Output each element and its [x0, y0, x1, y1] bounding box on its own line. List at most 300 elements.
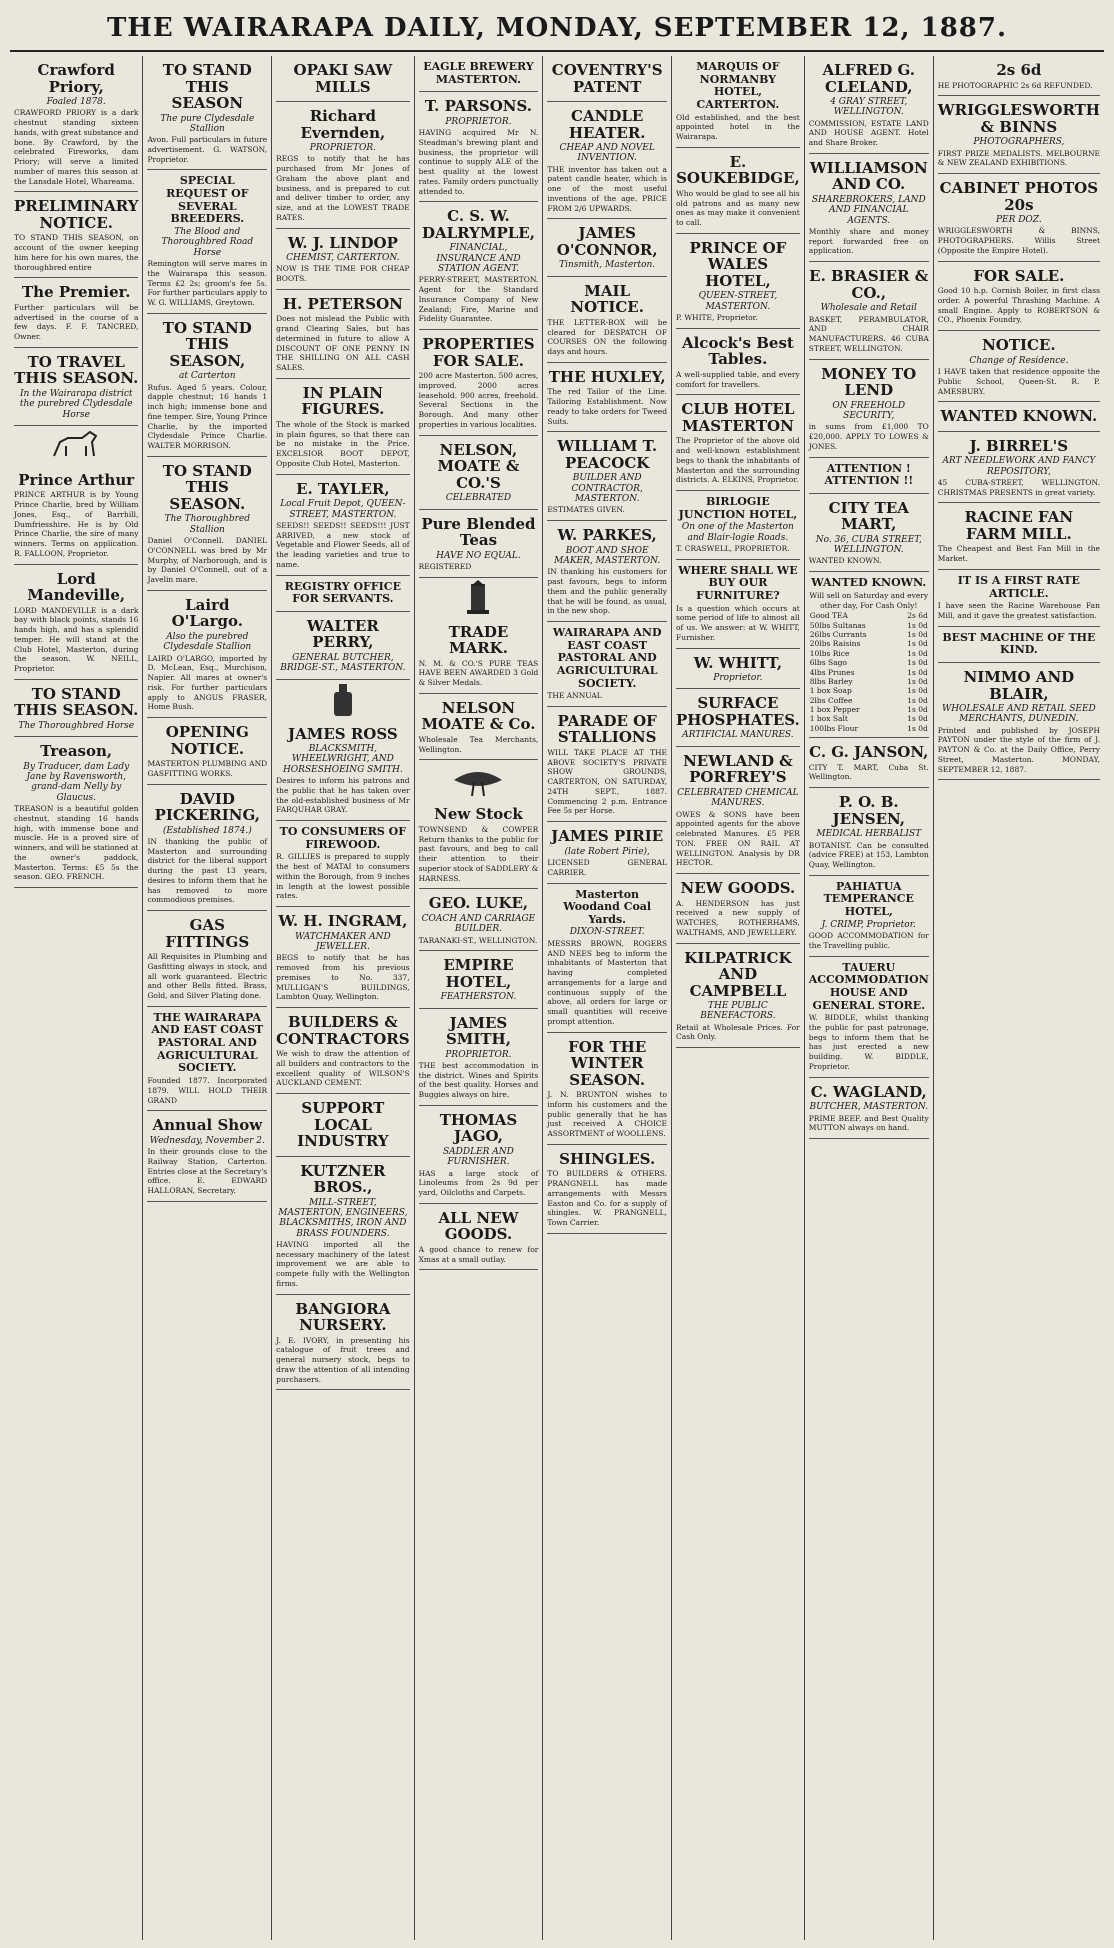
advertisement	[147, 911, 267, 1007]
ad-heading: REGISTRY OFFICE FOR SERVANTS.	[284, 579, 401, 606]
advertisement	[276, 475, 409, 576]
table-row	[809, 658, 929, 667]
ad-body: LICENSED GENERAL CARRIER.	[547, 858, 668, 877]
advertisement	[676, 234, 800, 329]
ad-heading: ALFRED G. CLELAND,	[822, 61, 915, 96]
ad-heading: JAMES SMITH,	[445, 1013, 511, 1049]
ad-heading: Annual Show	[152, 1116, 263, 1135]
advertisement	[547, 884, 667, 1033]
ad-heading: OPAKI SAW MILLS	[293, 61, 393, 96]
ad-body: 45 CUBA-STREET, WELLINGTON. CHRISTMAS PRESENTS in great variety.	[937, 477, 1100, 497]
ad-heading: J. BIRREL'S	[969, 436, 1069, 455]
item-name: Good TEA	[809, 611, 848, 621]
advertisement	[147, 591, 267, 718]
ad-heading: JAMES PIRIE	[551, 827, 664, 846]
ad-subheading: MEDICAL HERBALIST	[816, 829, 922, 840]
ad-subheading: Tinsmith, Masterton.	[559, 260, 656, 271]
ad-subheading: COACH AND CARRIAGE BUILDER.	[421, 913, 536, 935]
ad-body: OWES & SONS have been appointed agents for the above celebrated Manures. £5 PER TON. FREE ON RAIL AT WELLINGTON. Analysis by DR HECTOR.	[676, 809, 800, 868]
table-row	[809, 705, 929, 714]
ad-body: CITY T. MART, Cuba St. Wellington.	[808, 762, 929, 782]
ad-body: Daniel O'Connell. DANIEL O'CONNELL was bred by Mr Murphy, of Narborough, and is by Daniel O'Connell, out of a Javelin mare.	[147, 536, 268, 585]
ad-body: ESTIMATES GIVEN.	[547, 505, 625, 515]
ad-heading: TO STAND THIS SEASON.	[162, 461, 252, 513]
ad-heading: E. SOUKEBIDGE,	[676, 152, 800, 188]
ad-subheading: On one of the Masterton and Blair-logie Roads.	[681, 522, 794, 543]
ad-heading: GEO. LUKE,	[428, 894, 529, 913]
column-1	[10, 56, 143, 1940]
item-name: 100lbs Flour	[809, 723, 859, 733]
item-price: 2s 6d	[907, 611, 928, 621]
ad-body: J. N. BRUNTON wishes to inform his customers and the public generally that he has just received A CHOICE ASSORTMENT of WOOLLENS.	[547, 1090, 668, 1139]
ad-body: THE LETTER-BOX will be cleared for DESPATCH OF COURSES ON the following days and hours.	[547, 317, 668, 357]
ad-heading: PRELIMINARY NOTICE.	[14, 197, 139, 232]
ad-subheading: In the Wairarapa district the purebred Clydesdale Horse	[19, 388, 133, 420]
advertisement	[14, 565, 138, 680]
ad-heading: PRINCE OF WALES HOTEL,	[689, 238, 787, 290]
ad-heading: C. G. JANSON,	[809, 743, 929, 762]
item-name: 20lbs Raisins	[809, 639, 861, 649]
ad-subheading: SADDLER AND FURNISHER.	[443, 1146, 514, 1168]
ad-subheading: Wednesday, November 2.	[149, 1135, 265, 1146]
advertisement	[147, 314, 267, 457]
item-name: 10lbs Rice	[809, 648, 850, 658]
ad-subheading: PER DOZ.	[995, 215, 1042, 226]
ad-heading: IT IS A FIRST RATE ARTICLE.	[957, 573, 1080, 600]
item-price: 1s 0d	[907, 648, 928, 658]
ad-body: I HAVE taken that residence opposite the Public School, Queen-St. R. P. AMESBURY.	[937, 367, 1100, 396]
advertisement	[276, 720, 409, 822]
ad-body: WANTED KNOWN.	[808, 556, 882, 566]
ad-body: BASKET, PERAMBULATOR, AND CHAIR MANUFACTURERS. 46 CUBA STREET, WELLINGTON.	[808, 314, 929, 353]
advertisement	[676, 560, 800, 649]
advertisement	[547, 102, 667, 219]
ad-subheading: MILL-STREET, MASTERTON, ENGINEERS, BLACKSMITHS, IRON AND BRASS FOUNDERS.	[278, 1197, 408, 1239]
advertisement	[276, 102, 409, 229]
advertisement	[676, 56, 800, 148]
ad-heading: TO CONSUMERS OF FIREWOOD.	[279, 825, 407, 851]
advertisement	[419, 618, 539, 694]
ad-body: IN thanking the public of Masterton and surrounding district for the liberal support during the past 13 years, desires to inform them that he has removed to more commodious premises.	[147, 836, 268, 905]
item-price: 1s 0d	[907, 723, 928, 733]
ad-heading: WRIGGLESWORTH & BINNS	[937, 101, 1100, 136]
ad-heading: P. O. B. JENSEN,	[832, 793, 905, 828]
item-price: 1s 0d	[907, 620, 928, 630]
ad-heading: EAGLE BREWERY MASTERTON.	[423, 60, 534, 86]
ad-heading: WALTER PERRY,	[306, 616, 379, 652]
advertisement	[276, 1094, 409, 1157]
ad-body: BEGS to notify that he has removed from his previous premises to No. 337, MULLIGAN'S BUILDINGS, Lambton Quay, Wellington.	[276, 953, 410, 1002]
ad-subheading: SHAREBROKERS, LAND AND FINANCIAL AGENTS.	[811, 194, 926, 226]
ad-heading: PROPERTIES FOR SALE.	[422, 335, 535, 370]
ad-body: In their grounds close to the Railway Station, Carterton. Entries close at the Secretary's office. E. EDWARD HALLORAN, Secretary.	[147, 1147, 268, 1196]
advertisement	[809, 154, 929, 262]
ad-heading: OPENING NOTICE.	[165, 723, 249, 758]
ad-body: N. M. & CO.'S PURE TEAS HAVE BEEN AWARDED 3 Gold & Silver Medals.	[418, 658, 539, 688]
ad-heading: W. J. LINDOP	[287, 233, 398, 252]
column-7	[805, 56, 934, 1940]
advertisement	[676, 944, 800, 1049]
advertisement	[676, 747, 800, 874]
tea-tower-engraving-icon	[419, 578, 539, 618]
ad-heading: MONEY TO LEND	[821, 364, 917, 400]
ad-subheading: ART NEEDLEWORK AND FANCY REPOSITORY,	[942, 456, 1096, 477]
advertisement	[938, 174, 1100, 262]
ad-heading: THOMAS JAGO,	[439, 1110, 518, 1146]
ad-subheading: No. 36, CUBA STREET, WELLINGTON.	[815, 534, 922, 556]
table-row	[809, 696, 929, 705]
ad-heading: TO STAND THIS SEASON,	[162, 318, 252, 370]
advertisement	[938, 402, 1100, 432]
ad-heading: Prince Arthur	[18, 470, 135, 489]
advertisement	[147, 170, 267, 313]
ad-body: A. HENDERSON has just received a new supply of WATCHES, ROTHERHAMS, WALTHAMS, AND JEWELLERY.	[676, 898, 800, 937]
ad-heading: NELSON MOATE & Co.	[421, 698, 536, 734]
ad-subheading: CELEBRATED	[445, 493, 512, 504]
ad-body: Further particulars will be advertised in the course of a few days. F. F. TANCRED, Owner.	[14, 302, 139, 342]
ad-heading: PARADE OF STALLIONS	[557, 711, 657, 747]
ad-body: I have seen the Racine Warehouse Fan Mill, and it gave the greatest satisfaction.	[937, 601, 1100, 620]
item-name: 1 box Pepper	[809, 705, 860, 715]
ad-heading: C. WAGLAND,	[810, 1082, 927, 1101]
advertisement	[147, 1111, 267, 1202]
ad-subheading: CELEBRATED CHEMICAL MANURES.	[677, 787, 799, 809]
ad-heading: WANTED KNOWN.	[940, 407, 1098, 426]
ad-subheading: BOOT AND SHOE MAKER, MASTERTON.	[554, 545, 661, 566]
ad-subheading: The Thoroughbred Stallion	[164, 514, 251, 535]
ad-body: Wholesale Tea Merchants, Wellington.	[418, 734, 539, 754]
ad-heading: RACINE FAN FARM MILL.	[964, 508, 1074, 543]
tea-price-intro: Will sell on Saturday and every other day, For Cash Only!	[809, 590, 929, 610]
table-row	[809, 630, 929, 639]
advertisement	[419, 889, 539, 951]
table-row	[809, 686, 929, 695]
column-6	[672, 56, 805, 1940]
ad-subheading: ARTIFICIAL MANURES.	[682, 730, 794, 741]
ad-heading: W. PARKES,	[557, 526, 657, 545]
ad-body: HAVING acquired Mr N. Steadman's brewing plant and business, the proprietor will continue to supply ALE of the best quality at the lowest rates. Family orders punctually attended to.	[418, 128, 539, 196]
ad-heading: SURFACE PHOSPHATES.	[676, 694, 800, 729]
advertisement	[276, 56, 409, 102]
advertisement	[676, 649, 800, 690]
ad-heading: JAMES ROSS	[288, 724, 398, 743]
ad-subheading: FINANCIAL, INSURANCE AND STATION AGENT.	[436, 243, 521, 275]
ad-body: LORD MANDEVILLE is a dark bay with black points, stands 16 hands high, and has a splendid temper. He will stand at the Club Hotel, Masterton, during the season. W. NEILL, Proprietor.	[14, 605, 139, 674]
advertisement	[276, 576, 409, 612]
ad-heading: NEWLAND & PORFREY'S	[683, 751, 793, 787]
table-row	[809, 611, 929, 620]
ad-subheading: QUEEN-STREET, MASTERTON.	[698, 291, 778, 312]
ad-heading: ALL NEW GOODS.	[438, 1208, 519, 1244]
ad-body: CRAWFORD PRIORY is a dark chestnut standing sixteen hands, with great substance and bone. By Crawford, by the celebrated Fireworks, dam Priory; will serve a limited number of mares this season at the Lansdale Hotel, Whareama.	[14, 108, 139, 186]
advertisement	[419, 56, 539, 92]
ad-heading: DAVID PICKERING,	[154, 789, 260, 824]
ad-heading: NIMMO AND BLAIR,	[963, 668, 1075, 703]
ad-body: 200 acre Masterton. 500 acres, improved. 2000 acres leasehold. 900 acres, freehold. Several Sections in the Borough. And many other properties in various localities.	[418, 371, 539, 429]
ad-subheading: FEATHERSTON.	[440, 992, 517, 1003]
advertisement	[147, 718, 267, 785]
advertisement	[676, 148, 800, 234]
item-price: 1s 0d	[907, 705, 928, 715]
ad-body: We wish to draw the attention of all builders and contractors to the excellent quality of WILSON'S AUCKLAND CEMENT.	[276, 1049, 410, 1088]
ad-heading: GAS FITTINGS	[165, 916, 250, 951]
columns	[10, 56, 1104, 1940]
table-row	[809, 714, 929, 723]
advertisement	[419, 951, 539, 1008]
ad-heading: MARQUIS OF NORMANBY HOTEL, CARTERTON.	[696, 60, 780, 111]
ad-heading: CANDLE HEATER.	[568, 107, 646, 142]
ad-heading: Masterton Woodand Coal Yards.	[563, 887, 652, 926]
ad-body: A good chance to renew for Xmas at a small outlay.	[418, 1244, 539, 1264]
ad-subheading: Local Fruit Depot, QUEEN-STREET, MASTERTON.	[280, 499, 406, 520]
ad-heading: FOR THE WINTER SEASON.	[568, 1037, 647, 1089]
table-row	[809, 649, 929, 658]
ad-body: SEEDS!! SEEDS!! SEEDS!!! JUST ARRIVED, a new stock of Vegetable and Flower Seeds, all of the leading varieties and true to name.	[276, 520, 410, 569]
ad-heading: THE HUXLEY,	[548, 367, 666, 386]
ad-subheading: PROPRIETOR.	[309, 143, 376, 153]
advertisement	[809, 458, 929, 494]
ad-body: FIRST PRIZE MEDALISTS. MELBOURNE & NEW ZEALAND EXHIBITIONS.	[937, 148, 1100, 168]
ad-heading: THE WAIRARAPA AND EAST COAST PASTORAL AND AGRICULTURAL SOCIETY.	[151, 1010, 264, 1075]
ad-body: MASTERTON PLUMBING AND GASFITTING WORKS.	[147, 759, 268, 778]
advertisement	[547, 622, 667, 707]
ad-heading: NELSON, MOATE & CO.'S	[437, 440, 520, 492]
ad-body: THE best accommodation in the district. Wines and Spirits of the best quality. Horses and Buggies always on hire.	[418, 1060, 539, 1100]
ad-heading: KUTZNER BROS.,	[300, 1161, 386, 1197]
ad-heading: MAIL NOTICE.	[570, 281, 644, 317]
ad-body: The red Tailor of the Line. Tailoring Establishment. Now ready to take orders for Tweed Suits.	[547, 387, 668, 426]
advertisement	[547, 56, 667, 102]
advertisement	[547, 219, 667, 276]
item-price: 1s 0d	[907, 676, 928, 686]
ad-subheading: (Established 1874.)	[162, 825, 252, 836]
item-price: 1s 0d	[907, 695, 928, 705]
item-price: 1s 0d	[907, 686, 928, 696]
ad-heading: BANGIORA NURSERY.	[295, 1299, 391, 1335]
ad-heading: NEW GOODS.	[680, 879, 796, 898]
advertisement	[419, 1204, 539, 1271]
advertisement	[14, 278, 138, 348]
item-name: 2lbs Coffee	[809, 695, 853, 705]
ad-heading: JAMES O'CONNOR,	[556, 224, 658, 259]
advertisement	[147, 56, 267, 170]
ad-body: TOWNSEND & COWPER Return thanks to the public for past favours, and beg to call their attention to their superior stock of SADDLERY & HARNESS.	[418, 824, 539, 883]
ad-body: WRIGGLESWORTH & BINNS, PHOTOGRAPHERS. Willis Street (Opposite the Empire Hotel).	[937, 226, 1100, 255]
advertisement	[938, 262, 1100, 332]
bottle-engraving-icon	[276, 680, 409, 720]
ad-heading: CITY TEA MART,	[828, 498, 909, 534]
ad-body: P. WHITE, Proprietor.	[676, 313, 758, 322]
advertisement	[938, 331, 1100, 402]
table-row	[809, 724, 929, 733]
ad-body: The whole of the Stock is marked in plain figures, so that there can be no mistake in the Price. EXCELSIOR BOOT DEPOT, Opposite Club Hotel, Masterton.	[276, 419, 410, 468]
ad-heading: ATTENTION ! ATTENTION !!	[824, 461, 914, 488]
ad-subheading: WATCHMAKER AND JEWELLER.	[294, 931, 391, 952]
advertisement	[809, 957, 929, 1078]
ad-subheading: CHEMIST, CARTERTON.	[286, 253, 400, 264]
advertisement	[419, 694, 539, 761]
ad-subheading: PROPRIETOR.	[445, 1049, 512, 1060]
item-price: 1s 0d	[907, 639, 928, 649]
ad-heading: W. WHITT,	[693, 653, 783, 672]
ad-body: PRIME BEEF, and Best Quality MUTTON always on hand.	[808, 1113, 929, 1133]
advertisement	[809, 738, 929, 788]
ad-heading: Alcock's Best Tables.	[681, 333, 794, 369]
advertisement	[14, 192, 138, 278]
item-name: 50lbs Sultanas	[809, 620, 866, 630]
table-row	[809, 677, 929, 686]
table-row	[809, 668, 929, 677]
item-price: 1s 0d	[907, 714, 928, 724]
ad-body: COMMISSION, ESTATE LAND AND HOUSE AGENT. Hotel and Share Broker.	[808, 118, 929, 148]
ad-heading: COVENTRY'S PATENT	[551, 61, 663, 96]
ad-body: R. GILLIES is prepared to supply the best of MATAI to consumers within the Borough, from 9 inches in length at the lowest possible rates.	[276, 852, 410, 901]
ad-heading: TAUERU ACCOMMODATION HOUSE AND GENERAL STORE.	[808, 960, 929, 1012]
ad-body: LAIRD O'LARGO, imported by D. McLean, Esq., Murchison, Napier. All mares at owner's risk. For further particulars apply to ANGUS FRASER, Home Bush.	[147, 653, 268, 712]
advertisement	[809, 56, 929, 154]
ad-heading: EMPIRE HOTEL,	[443, 956, 514, 991]
ad-body: Who would be glad to see all his old patrons and as many new ones as may make it convenient to call.	[676, 188, 800, 228]
advertisement	[938, 627, 1100, 663]
ad-subheading: BUILDER AND CONTRACTOR, MASTERTON.	[571, 473, 643, 504]
item-name: 8lbs Barley	[809, 676, 853, 686]
ad-subheading: PHOTOGRAPHERS,	[973, 137, 1065, 148]
ad-body: THE ANNUAL	[547, 691, 602, 701]
ad-heading: TO STAND THIS SEASON	[162, 61, 252, 112]
advertisement	[809, 262, 929, 359]
advertisement	[676, 689, 800, 746]
advertisement	[276, 1008, 409, 1094]
table-row	[809, 639, 929, 648]
ad-body: IN thanking his customers for past favours, begs to inform them and the public generally that he will be found, as usual, in the new shop.	[547, 567, 668, 616]
ad-body: PRINCE ARTHUR is by Young Prince Charlie, bred by William Jones, Esq., of Barrhill, Dumfriesshire. He is by Old Prince Charlie, the sire of many winners. Terms on application. R. FALLOON, Proprietor.	[14, 490, 139, 558]
saddle-engraving-icon	[419, 760, 539, 800]
ad-body: Printed and published by JOSEPH PAYTON under the style of the firm of J. PAYTON & Co. at the Daily Office, Perry Street, Masterton. MONDAY, SEPTEMBER 12, 1887.	[937, 725, 1100, 774]
advertisement	[276, 290, 409, 379]
advertisement	[419, 800, 539, 889]
ad-heading: IN PLAIN FIGURES.	[301, 383, 385, 419]
item-price: 1s 0d	[907, 658, 928, 668]
ad-body: W. BIDDLE, whilst thanking the public for past patronage, begs to inform them that he has just erected a new building. W. BIDDLE, Proprietor.	[808, 1013, 929, 1071]
advertisement	[419, 436, 539, 510]
ad-body: TARANAKI-ST., WELLINGTON.	[418, 935, 538, 945]
ad-heading: TRADE MARK.	[448, 622, 509, 658]
advertisement	[14, 737, 138, 888]
column-5	[543, 56, 672, 1940]
ad-subheading: HAVE NO EQUAL.	[436, 550, 521, 561]
advertisement	[547, 521, 667, 622]
advertisement	[147, 785, 267, 912]
ad-subheading: 4 GRAY STREET, WELLINGTON.	[830, 97, 908, 118]
ad-body: Avon. Full particulars in future advertisement. G. WATSON, Proprietor.	[147, 135, 268, 164]
ad-body: Remington will serve mares in the Wairarapa this season. Terms £2 2s; groom's fee 5s. For further particulars apply to W. G. WILLIAMS, Greytown.	[147, 259, 268, 308]
ad-body: in sums from £1,000 TO £20,000. APPLY TO LOWES & JONES.	[808, 422, 929, 451]
advertisement	[276, 612, 409, 680]
advertisement	[419, 92, 539, 202]
ad-heading: E. BRASIER & CO.,	[809, 267, 929, 302]
ad-subheading: BUTCHER, MASTERTON.	[809, 1102, 929, 1113]
ad-body: MESSRS BROWN, ROGERS AND NEES beg to inform the inhabitants of Masterton that having completed arrangements for a large and continuous supply of the above, all orders for large or small quantities will receive prompt attention.	[547, 938, 668, 1026]
item-name: 26lbs Currants	[809, 630, 867, 640]
column-4	[415, 56, 544, 1940]
ad-heading: New Stock	[434, 805, 523, 824]
tea-price-table	[809, 611, 929, 733]
ad-heading: C. S. W. DALRYMPLE,	[421, 207, 535, 242]
ad-body: Rufus. Aged 5 years. Colour, dapple chestnut; 16 hands 1 inch high; immense bone and fine temper. Sire, Young Prince Charlie, by the imported Clydesdale Prince Charlie. WALTER MORRISON.	[147, 382, 268, 451]
ad-heading: WAIRARAPA AND EAST COAST PASTORAL AND AGRICULTURAL SOCIETY.	[552, 626, 662, 690]
ad-heading: PAHIATUA TEMPERANCE HOTEL,	[823, 879, 914, 919]
item-name: 1 box Salt	[809, 714, 848, 724]
advertisement	[419, 330, 539, 436]
ad-body: WILL TAKE PLACE AT THE ABOVE SOCIETY'S PRIVATE SHOW GROUNDS, CARTERTON, ON SATURDAY, 24TH SEPT., 1887. Commencing 2 p.m. Entrance Fee 5s per Horse.	[547, 747, 668, 816]
ad-subheading: at Carterton	[179, 371, 236, 382]
advertisement	[676, 329, 800, 396]
ad-subheading: WHOLESALE AND RETAIL SEED MERCHANTS, DUNEDIN.	[941, 704, 1096, 725]
ad-subheading: PROPRIETOR.	[445, 116, 512, 127]
item-name: 1 box Soap	[809, 686, 852, 696]
ad-heading: BUILDERS & CONTRACTORS	[276, 1013, 410, 1048]
advertisement	[676, 491, 800, 560]
ad-heading: E. TAYLER,	[296, 479, 390, 498]
ad-subheading: J. CRIMP, Proprietor.	[821, 919, 916, 930]
advertisement	[276, 229, 409, 290]
ad-heading: TO TRAVEL THIS SEASON.	[14, 352, 139, 388]
ad-body: A well-supplied table, and every comfort for travellers.	[676, 369, 800, 389]
ad-heading: SUPPORT LOCAL INDUSTRY	[297, 1099, 389, 1151]
advertisement	[276, 907, 409, 1008]
ad-body: Retail at Wholesale Prices. For Cash Only.	[676, 1022, 800, 1042]
advertisement	[419, 510, 539, 578]
ad-heading: WILLIAM T. PEACOCK	[557, 437, 658, 472]
ad-heading: Lord Mandeville,	[27, 569, 126, 605]
advertisement	[938, 663, 1100, 780]
advertisement	[809, 1078, 929, 1139]
ad-body: TREASON is a beautiful golden chestnut, standing 16 hands high, with immense bone and muscle. He is a proved sire of winners, and will be stationed at the owner's paddock, Masterton. Terms: £5 5s the season. GEO. FRENCH.	[14, 804, 139, 882]
ad-heading: CABINET PHOTOS 20s	[939, 179, 1099, 214]
ad-heading: FOR SALE.	[973, 266, 1065, 285]
ad-heading: The Premier.	[22, 283, 131, 302]
ad-subheading: ON FREEHOLD SECURITY,	[832, 400, 906, 421]
advertisement	[809, 876, 929, 957]
ad-body: NOW IS THE TIME FOR CHEAP BOOTS.	[276, 264, 410, 284]
advertisement	[419, 202, 539, 330]
ad-body: TO STAND THIS SEASON, on account of the owner keeping him here for his own mares, the thoroughbred entire	[14, 233, 139, 272]
advertisement	[676, 874, 800, 944]
advertisement	[547, 1033, 667, 1145]
advertisement	[676, 395, 800, 491]
advertisement	[419, 1106, 539, 1204]
ad-body: Does not mislead the Public with grand Clearing Sales, but has determined in future to allow A DISCOUNT OF ONE PENNY IN THE SHILLING ON ALL CASH SALES.	[276, 314, 410, 373]
ad-subheading: Change of Residence.	[969, 355, 1069, 366]
ad-body: HAS a large stock of Linoleums from 2s 9d per yard, Oilcloths and Carpets.	[418, 1168, 539, 1198]
masthead	[10, 6, 1104, 52]
ad-body: BOTANIST. Can be consulted (advice FREE) at 153, Lambton Quay, Wellington.	[808, 840, 929, 870]
ad-subheading: (late Robert Pirie),	[564, 846, 650, 857]
ad-subheading: The pure Clydesdale Stallion	[160, 113, 255, 134]
advertisement	[276, 1295, 409, 1391]
ad-heading: W. H. INGRAM,	[278, 912, 408, 931]
ad-body: TO BUILDERS & OTHERS. PRANGNELL has made arrangements with Messrs Easton and Co. for a supply of shingles. W. PRANGNELL, Town Carrier.	[547, 1169, 668, 1228]
ad-body: Monthly share and money report forwarded free on application.	[808, 226, 929, 256]
ad-heading: Crawford Priory,	[37, 61, 115, 96]
ad-heading: WILLIAMSON AND CO.	[809, 158, 928, 194]
ad-body: GOOD ACCOMMODATION for the Travelling public.	[808, 931, 929, 950]
ad-heading: TO STAND THIS SEASON.	[14, 684, 139, 720]
horse-engraving-icon	[14, 426, 138, 466]
ad-subheading: BLACKSMITH, WHEELWRIGHT, AND HORSESHOEING SMITH.	[282, 744, 403, 775]
ad-heading: SHINGLES.	[559, 1149, 656, 1168]
ad-subheading: Also the purebred Clydesdale Stallion	[163, 631, 252, 653]
